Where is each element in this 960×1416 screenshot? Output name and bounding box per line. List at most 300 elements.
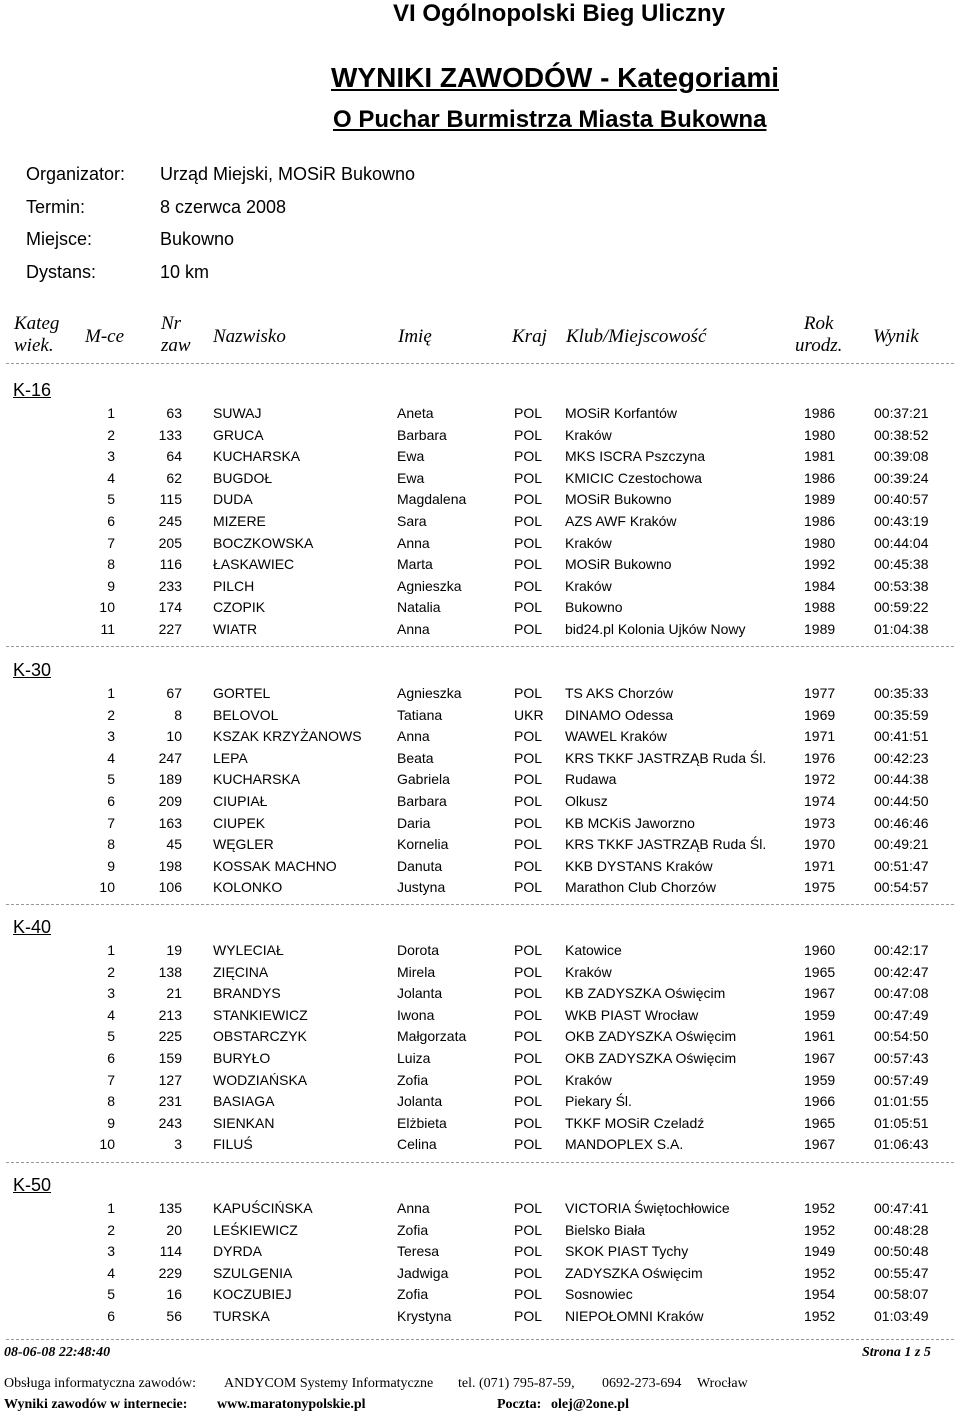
club-cell: Piekary Śl. (565, 1093, 632, 1110)
country-cell: POL (514, 1006, 543, 1023)
country-cell: POL (514, 469, 543, 486)
club-cell: Kraków (565, 963, 612, 980)
birth-year-cell: 1960 (804, 942, 836, 958)
date-value: 8 czerwca 2008 (160, 197, 287, 217)
cup-title: O Puchar Burmistrza Miasta Bukowna (333, 106, 767, 133)
header-birth-year-line2: urodz. (795, 335, 843, 356)
club-cell: KKB DYSTANS Kraków (565, 857, 713, 874)
place-cell: 7 (107, 534, 115, 551)
result-time-cell: 00:54:57 (874, 879, 929, 896)
first-name-cell: Beata (397, 749, 434, 766)
table-row (0, 685, 960, 706)
first-name-cell: Aneta (397, 405, 434, 421)
category-heading: K-30 (13, 660, 52, 680)
club-cell: KRS TKKF JASTRZĄB Ruda Śl. (565, 749, 767, 766)
country-cell: POL (514, 685, 543, 701)
table-row (0, 942, 960, 963)
place-cell: 4 (107, 749, 115, 766)
table-row (0, 985, 960, 1006)
first-name-cell: Zofia (397, 1221, 429, 1238)
first-name-cell: Daria (397, 814, 431, 831)
first-name-cell: Ewa (397, 448, 425, 465)
country-cell: POL (514, 405, 543, 421)
birth-year-cell: 1967 (804, 1050, 836, 1066)
surname-cell: BURYŁO (213, 1050, 271, 1066)
result-time-cell: 00:41:51 (874, 728, 929, 745)
footer-internet-label: Wyniki zawodów w internecie: (4, 1397, 188, 1412)
table-row (0, 405, 960, 426)
footer-phone: tel. (071) 795-87-59, (458, 1376, 575, 1391)
first-name-cell: Barbara (397, 793, 447, 809)
place-cell: 5 (107, 1286, 115, 1303)
bib-number-cell: 127 (158, 1071, 182, 1088)
first-name-cell: Anna (397, 621, 430, 637)
place-cell: 1 (107, 685, 115, 701)
result-time-cell: 00:42:17 (874, 942, 929, 958)
result-time-cell: 00:49:21 (874, 836, 929, 853)
club-cell: TKKF MOSiR Czeladź (565, 1114, 705, 1131)
first-name-cell: Magdalena (397, 491, 467, 508)
birth-year-cell: 1967 (804, 1136, 836, 1153)
first-name-cell: Jolanta (397, 985, 443, 1002)
birth-year-cell: 1966 (804, 1093, 836, 1110)
surname-cell: WIATR (213, 621, 258, 637)
bib-number-cell: 174 (158, 599, 182, 616)
place-cell: 4 (107, 1264, 115, 1281)
result-time-cell: 00:59:22 (874, 599, 929, 616)
organizer-label: Organizator: (26, 164, 126, 184)
bib-number-cell: 115 (159, 491, 182, 508)
place-cell: 2 (107, 963, 115, 980)
first-name-cell: Ewa (397, 469, 425, 486)
bib-number-cell: 233 (158, 577, 182, 594)
club-cell: MANDOPLEX S.A. (565, 1136, 684, 1153)
footer-mobile: 0692-273-694 (602, 1376, 682, 1391)
result-time-cell: 00:44:04 (874, 534, 929, 551)
result-time-cell: 00:48:28 (874, 1221, 929, 1238)
header-surname: Nazwisko (213, 326, 286, 347)
bib-number-cell: 106 (158, 879, 182, 896)
bib-number-cell: 225 (158, 1028, 182, 1045)
place-cell: 10 (99, 879, 115, 896)
result-time-cell: 00:50:48 (874, 1243, 929, 1260)
footer-internet-link[interactable]: www.maratonypolskie.pl (217, 1397, 366, 1412)
bib-number-cell: 67 (166, 685, 182, 701)
country-cell: POL (514, 513, 543, 529)
place-cell: 6 (107, 1308, 115, 1324)
bib-number-cell: 227 (158, 621, 182, 637)
first-name-cell: Danuta (397, 857, 443, 874)
bib-number-cell: 114 (159, 1243, 182, 1260)
bib-number-cell: 231 (158, 1093, 182, 1110)
place-cell: 6 (107, 793, 115, 809)
first-name-cell: Jolanta (397, 1093, 443, 1110)
country-cell: POL (514, 448, 543, 465)
surname-cell: KAPUŚCIŃSKA (213, 1200, 313, 1216)
birth-year-cell: 1975 (804, 879, 836, 896)
results-title: WYNIKI ZAWODÓW - Kategoriami (331, 62, 779, 93)
club-cell: Kraków (565, 426, 612, 443)
category-heading: K-40 (13, 917, 52, 937)
birth-year-cell: 1980 (804, 534, 836, 551)
first-name-cell: Sara (397, 513, 427, 529)
result-time-cell: 00:54:50 (874, 1028, 929, 1045)
surname-cell: PILCH (213, 577, 255, 594)
country-cell: POL (514, 836, 543, 853)
birth-year-cell: 1967 (804, 985, 836, 1002)
bib-number-cell: 189 (158, 771, 182, 788)
bib-number-cell: 213 (158, 1006, 182, 1023)
place-cell: 7 (107, 1071, 115, 1088)
club-cell: TS AKS Chorzów (565, 685, 674, 701)
table-row (0, 1028, 960, 1049)
place-cell: 9 (107, 577, 115, 594)
first-name-cell: Teresa (397, 1243, 440, 1260)
country-cell: POL (514, 814, 543, 831)
club-cell: OKB ZADYSZKA Oświęcim (565, 1050, 737, 1066)
surname-cell: ŁASKAWIEC (213, 556, 295, 573)
header-result: Wynik (873, 326, 919, 347)
surname-cell: BRANDYS (213, 985, 281, 1002)
result-time-cell: 00:57:43 (874, 1050, 929, 1066)
table-row (0, 1136, 960, 1157)
country-cell: POL (514, 749, 543, 766)
bib-number-cell: 56 (166, 1308, 182, 1324)
country-cell: POL (514, 1264, 543, 1281)
birth-year-cell: 1952 (804, 1264, 836, 1281)
surname-cell: SIENKAN (213, 1114, 275, 1131)
result-time-cell: 00:35:33 (874, 685, 929, 701)
place-cell: 3 (107, 728, 115, 745)
surname-cell: BUGDOŁ (213, 469, 273, 486)
first-name-cell: Natalia (397, 599, 441, 616)
club-cell: Rudawa (565, 771, 617, 788)
place-label: Miejsce: (26, 229, 93, 249)
surname-cell: LEŚKIEWICZ (213, 1221, 298, 1238)
surname-cell: WODZIAŃSKA (213, 1071, 308, 1088)
result-time-cell: 00:47:08 (874, 985, 929, 1002)
birth-year-cell: 1969 (804, 706, 836, 723)
club-cell: KRS TKKF JASTRZĄB Ruda Śl. (565, 836, 767, 853)
club-cell: Sosnowiec (565, 1286, 633, 1303)
birth-year-cell: 1954 (804, 1286, 836, 1303)
surname-cell: CIUPIAŁ (213, 793, 268, 809)
surname-cell: BELOVOL (213, 706, 279, 723)
table-row (0, 836, 960, 857)
bib-number-cell: 3 (174, 1136, 182, 1153)
birth-year-cell: 1952 (804, 1221, 836, 1238)
birth-year-cell: 1959 (804, 1071, 836, 1088)
table-row (0, 1222, 960, 1243)
club-cell: Marathon Club Chorzów (565, 879, 716, 896)
bib-number-cell: 19 (166, 942, 182, 958)
first-name-cell: Agnieszka (397, 577, 462, 594)
table-row (0, 771, 960, 792)
club-cell: Katowice (565, 942, 622, 958)
bib-number-cell: 16 (166, 1286, 182, 1303)
country-cell: UKR (514, 706, 544, 723)
footer-timestamp: 08-06-08 22:48:40 (4, 1345, 111, 1360)
result-time-cell: 00:55:47 (874, 1264, 929, 1281)
first-name-cell: Elżbieta (397, 1114, 447, 1131)
bib-number-cell: 62 (166, 469, 182, 486)
first-name-cell: Gabriela (397, 771, 450, 788)
country-cell: POL (514, 1028, 543, 1045)
birth-year-cell: 1977 (804, 685, 836, 701)
organizer-value: Urząd Miejski, MOSiR Bukowno (160, 164, 416, 184)
place-cell: 10 (99, 1136, 115, 1153)
birth-year-cell: 1972 (804, 771, 836, 788)
footer-city: Wrocław (697, 1376, 748, 1391)
place-cell: 6 (107, 1050, 115, 1066)
table-row (0, 599, 960, 620)
birth-year-cell: 1973 (804, 814, 836, 831)
place-cell: 8 (107, 1093, 115, 1110)
bib-number-cell: 138 (158, 963, 182, 980)
table-row (0, 879, 960, 900)
birth-year-cell: 1989 (804, 621, 836, 637)
country-cell: POL (514, 879, 543, 896)
result-time-cell: 00:39:24 (874, 469, 929, 486)
country-cell: POL (514, 1200, 543, 1216)
surname-cell: KOCZUBIEJ (213, 1286, 292, 1303)
first-name-cell: Justyna (397, 879, 446, 896)
club-cell: AZS AWF Kraków (565, 513, 677, 529)
first-name-cell: Tatiana (397, 706, 443, 723)
country-cell: POL (514, 985, 543, 1002)
place-cell: 5 (107, 491, 115, 508)
result-time-cell: 01:06:43 (874, 1136, 929, 1153)
place-cell: 6 (107, 513, 115, 529)
country-cell: POL (514, 771, 543, 788)
country-cell: POL (514, 1221, 543, 1238)
bib-number-cell: 135 (158, 1200, 182, 1216)
surname-cell: KSZAK KRZYŻANOWS (213, 728, 362, 745)
surname-cell: CIUPEK (213, 814, 266, 831)
table-row (0, 858, 960, 879)
country-cell: POL (514, 577, 543, 594)
table-row (0, 707, 960, 728)
club-cell: MOSiR Korfantów (565, 405, 678, 421)
birth-year-cell: 1976 (804, 749, 836, 766)
place-cell: 5 (107, 1028, 115, 1045)
surname-cell: OBSTARCZYK (213, 1028, 307, 1045)
birth-year-cell: 1952 (804, 1200, 836, 1216)
result-time-cell: 00:45:38 (874, 556, 929, 573)
surname-cell: WĘGLER (213, 836, 274, 853)
table-row (0, 1115, 960, 1136)
result-time-cell: 01:03:49 (874, 1308, 929, 1324)
footer-divider (6, 1339, 954, 1340)
country-cell: POL (514, 857, 543, 874)
country-cell: POL (514, 556, 543, 573)
club-cell: Bukowno (565, 599, 623, 616)
first-name-cell: Dorota (397, 942, 440, 958)
club-cell: KB MCKiS Jaworzno (565, 814, 695, 831)
country-cell: POL (514, 963, 543, 980)
bib-number-cell: 159 (158, 1050, 182, 1066)
surname-cell: DUDA (213, 491, 253, 508)
bib-number-cell: 133 (158, 426, 182, 443)
club-cell: Olkusz (565, 793, 608, 809)
place-cell: 5 (107, 771, 115, 788)
country-cell: POL (514, 942, 543, 958)
birth-year-cell: 1986 (804, 405, 836, 421)
surname-cell: BASIAGA (213, 1093, 275, 1110)
result-time-cell: 00:51:47 (874, 857, 929, 874)
table-row (0, 470, 960, 491)
club-cell: DINAMO Odessa (565, 706, 674, 723)
first-name-cell: Anna (397, 728, 430, 745)
bib-number-cell: 64 (166, 448, 182, 465)
header-category (14, 313, 59, 357)
place-cell: 4 (107, 469, 115, 486)
club-cell: MOSiR Bukowno (565, 556, 672, 573)
header-club: Klub/Miejscowość (566, 326, 707, 347)
birth-year-cell: 1989 (804, 491, 836, 508)
header-country: Kraj (512, 326, 547, 347)
club-cell: WAWEL Kraków (565, 728, 667, 745)
country-cell: POL (514, 728, 543, 745)
distance-label: Dystans: (26, 262, 97, 282)
birth-year-cell: 1992 (804, 556, 836, 573)
club-cell: OKB ZADYSZKA Oświęcim (565, 1028, 737, 1045)
bib-number-cell: 20 (166, 1221, 182, 1238)
bib-number-cell: 229 (158, 1264, 182, 1281)
surname-cell: BOCZKOWSKA (213, 534, 314, 551)
bib-number-cell: 21 (166, 985, 182, 1002)
result-time-cell: 01:01:55 (874, 1093, 929, 1110)
surname-cell: GORTEL (213, 685, 271, 701)
table-row (0, 1050, 960, 1071)
country-cell: POL (514, 426, 543, 443)
country-cell: POL (514, 1136, 543, 1153)
first-name-cell: Anna (397, 1200, 430, 1216)
birth-year-cell: 1974 (804, 793, 836, 809)
club-cell: Kraków (565, 577, 612, 594)
birth-year-cell: 1970 (804, 836, 836, 853)
place-cell: 4 (107, 1006, 115, 1023)
surname-cell: ZIĘCINA (213, 963, 269, 980)
bib-number-cell: 209 (158, 793, 182, 809)
surname-cell: WYLECIAŁ (213, 942, 284, 958)
table-row (0, 1243, 960, 1264)
first-name-cell: Barbara (397, 426, 447, 443)
country-cell: POL (514, 793, 543, 809)
bib-number-cell: 245 (158, 513, 182, 529)
place-cell: 3 (107, 1243, 115, 1260)
table-row (0, 556, 960, 577)
date-label: Termin: (26, 197, 86, 217)
table-row (0, 448, 960, 469)
birth-year-cell: 1988 (804, 599, 836, 616)
surname-cell: KUCHARSKA (213, 771, 301, 788)
header-bib (161, 313, 191, 357)
club-cell: NIEPOŁOMNI Kraków (565, 1308, 704, 1324)
bib-number-cell: 45 (166, 836, 182, 853)
first-name-cell: Kornelia (397, 836, 449, 853)
surname-cell: GRUCA (213, 426, 264, 443)
table-row (0, 1072, 960, 1093)
surname-cell: DYRDA (213, 1243, 263, 1260)
result-time-cell: 00:46:46 (874, 814, 929, 831)
birth-year-cell: 1986 (804, 469, 836, 486)
club-cell: WKB PIAST Wrocław (565, 1006, 699, 1023)
table-row (0, 1265, 960, 1286)
result-time-cell: 00:44:38 (874, 771, 929, 788)
surname-cell: STANKIEWICZ (213, 1006, 308, 1023)
bib-number-cell: 10 (166, 728, 182, 745)
place-cell: 1 (107, 405, 115, 421)
category-divider (6, 646, 954, 647)
club-cell: ZADYSZKA Oświęcim (565, 1264, 703, 1281)
footer-service: ANDYCOM Systemy Informatyczne (224, 1376, 434, 1391)
table-row (0, 427, 960, 448)
bib-number-cell: 63 (166, 405, 182, 421)
birth-year-cell: 1965 (804, 1114, 836, 1131)
country-cell: POL (514, 534, 543, 551)
birth-year-cell: 1986 (804, 513, 836, 529)
table-row (0, 728, 960, 749)
club-cell: MOSiR Bukowno (565, 491, 672, 508)
surname-cell: TURSKA (213, 1308, 270, 1324)
bib-number-cell: 198 (158, 857, 182, 874)
table-row (0, 1093, 960, 1114)
table-row (0, 1007, 960, 1028)
club-cell: Bielsko Biała (565, 1221, 646, 1238)
club-cell: VICTORIA Świętochłowice (565, 1200, 730, 1216)
header-category-line2: wiek. (14, 335, 54, 356)
surname-cell: SUWAJ (213, 405, 262, 421)
birth-year-cell: 1949 (804, 1243, 836, 1260)
table-row (0, 793, 960, 814)
header-divider (6, 363, 954, 364)
country-cell: POL (514, 491, 543, 508)
place-cell: 9 (107, 1114, 115, 1131)
first-name-cell: Zofia (397, 1286, 429, 1303)
header-birth-year-line1: Rok (803, 313, 834, 334)
country-cell: POL (514, 1071, 543, 1088)
first-name-cell: Luiza (397, 1050, 431, 1066)
bib-number-cell: 163 (158, 814, 182, 831)
club-cell: MKS ISCRA Pszczyna (565, 448, 706, 465)
club-cell: Kraków (565, 1071, 612, 1088)
result-time-cell: 00:35:59 (874, 706, 929, 723)
birth-year-cell: 1959 (804, 1006, 836, 1023)
category-divider (6, 904, 954, 905)
result-time-cell: 00:47:41 (874, 1200, 929, 1216)
result-time-cell: 00:38:52 (874, 426, 929, 443)
footer-page-number: Strona 1 z 5 (862, 1345, 931, 1360)
club-cell: SKOK PIAST Tychy (565, 1243, 689, 1260)
result-time-cell: 00:44:50 (874, 793, 929, 809)
table-row (0, 578, 960, 599)
first-name-cell: Małgorzata (397, 1028, 467, 1045)
footer-mail-label: Poczta: (497, 1397, 542, 1412)
footer-mail-link[interactable]: olej@2one.pl (551, 1397, 629, 1412)
surname-cell: KOLONKO (213, 879, 283, 896)
result-time-cell: 00:57:49 (874, 1071, 929, 1088)
result-time-cell: 00:47:49 (874, 1006, 929, 1023)
club-cell: Kraków (565, 534, 612, 551)
country-cell: POL (514, 1243, 543, 1260)
birth-year-cell: 1971 (804, 728, 836, 745)
surname-cell: SZULGENIA (213, 1264, 293, 1281)
country-cell: POL (514, 1308, 543, 1324)
category-heading: K-16 (13, 380, 52, 400)
table-row (0, 535, 960, 556)
bib-number-cell: 247 (158, 749, 182, 766)
